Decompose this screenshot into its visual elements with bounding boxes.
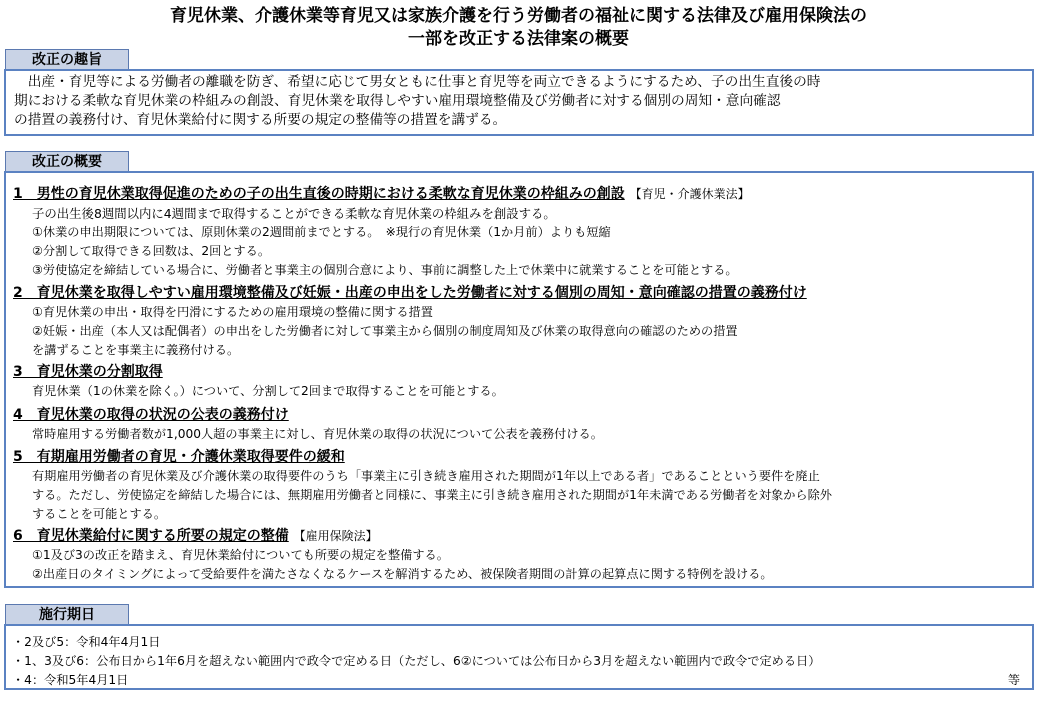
overview-item-line: 育児休業（1の休業を除く。）について、分割して2回まで取得することを可能とする。	[32, 384, 504, 398]
overview-item-4-heading	[13, 404, 289, 424]
overview-item-line: ②分割して取得できる回数は、2回とする。	[32, 244, 271, 258]
overview-item-heading-text: 2 育児休業を取得しやすい雇用環境整備及び妊娠・出産の申出をした労働者に対する個別の周知・意向確認の措置の義務付け	[13, 285, 807, 301]
document-title-line-2: 一部を改正する法律案の概要	[408, 29, 629, 49]
overview-item-heading-text: 1 男性の育児休業取得促進のための子の出生直後の時期における柔軟な育児休業の枠組みの創設	[13, 186, 625, 202]
overview-item-3-heading	[13, 361, 163, 381]
effective-etc: 等	[1007, 673, 1020, 687]
overview-item-line: ②妊娠・出産（本人又は配偶者）の申出をした労働者に対して事業主から個別の制度周知及び休業の取得意向の確認のための措置	[32, 324, 738, 338]
purpose-section-label: 改正の趣旨	[5, 49, 129, 69]
document-title-line-1: 育児休業、介護休業等育児又は家族介護を行う労働者の福祉に関する法律及び雇用保険法の	[170, 6, 867, 26]
overview-item-5-heading	[13, 446, 345, 466]
overview-item-heading-text: 4 育児休業の取得の状況の公表の義務付け	[13, 407, 289, 423]
overview-section-label: 改正の概要	[5, 151, 129, 171]
effective-line: ・1、3及び6：公布日から1年6月を超えない範囲内で政令で定める日（ただし、6②については公布日から3月を超えない範囲内で政令で定める日）	[12, 654, 821, 668]
effective-line: ・2及び5：令和4年4月1日	[12, 635, 161, 649]
overview-item-2-heading	[13, 282, 807, 302]
overview-item-6-heading	[13, 525, 378, 545]
overview-item-line: を講ずることを事業主に義務付ける。	[32, 343, 240, 357]
overview-item-1-heading	[13, 183, 750, 203]
overview-item-line: することを可能とする。	[32, 507, 167, 521]
purpose-line: 出産・育児等による労働者の離職を防ぎ、希望に応じて男女ともに仕事と育児等を両立できるようにするため、子の出生直後の時	[14, 74, 821, 90]
overview-item-line: 常時雇用する労働者数が1,000人超の事業主に対し、育児休業の取得の状況について公表を義務付ける。	[32, 427, 603, 441]
effective-section-label: 施行期日	[5, 604, 129, 624]
purpose-box	[4, 69, 1034, 136]
effective-box	[4, 624, 1034, 690]
overview-item-line: ②出産日のタイミングによって受給要件を満たさなくなるケースを解消するため、被保険者期間の計算の起算点に関する特例を設ける。	[32, 567, 773, 581]
overview-item-line: ③労使協定を締結している場合に、労働者と事業主の個別合意により、事前に調整した上で休業中に就業することを可能とする。	[32, 263, 738, 277]
overview-item-line: 有期雇用労働者の育児休業及び介護休業の取得要件のうち「事業主に引き続き雇用された期間が1年以上である者」であることという要件を廃止	[32, 469, 820, 483]
overview-item-heading-text: 3 育児休業の分割取得	[13, 364, 163, 380]
purpose-line: 期における柔軟な育児休業の枠組みの創設、育児休業を取得しやすい雇用環境整備及び労働者に対する個別の周知・意向確認	[14, 93, 781, 109]
law-tag: 【育児・介護休業法】	[629, 187, 750, 201]
overview-box	[4, 171, 1034, 588]
law-tag: 【雇用保険法】	[293, 529, 378, 543]
overview-item-line: ①休業の申出期限については、原則休業の2週間前までとする。 ※現行の育児休業（1か月前）よりも短縮	[32, 225, 611, 239]
effective-line: ・4：令和5年4月1日	[12, 673, 129, 687]
overview-item-line: ①育児休業の申出・取得を円滑にするための雇用環境の整備に関する措置	[32, 305, 433, 319]
overview-item-line: ①1及び3の改正を踏まえ、育児休業給付についても所要の規定を整備する。	[32, 548, 449, 562]
purpose-line: の措置の義務付け、育児休業給付に関する所要の規定の整備等の措置を講ずる。	[14, 112, 507, 128]
overview-item-heading-text: 6 育児休業給付に関する所要の規定の整備	[13, 528, 289, 544]
purpose-text	[14, 73, 1030, 130]
overview-item-heading-text: 5 有期雇用労働者の育児・介護休業取得要件の緩和	[13, 449, 345, 465]
overview-item-line: する。ただし、労使協定を締結した場合には、無期雇用労働者と同様に、事業主に引き続き雇用された期間が1年未満である労働者を対象から除外	[32, 488, 832, 502]
overview-item-line: 子の出生後8週間以内に4週間まで取得することができる柔軟な育児休業の枠組みを創設する。	[32, 206, 556, 221]
